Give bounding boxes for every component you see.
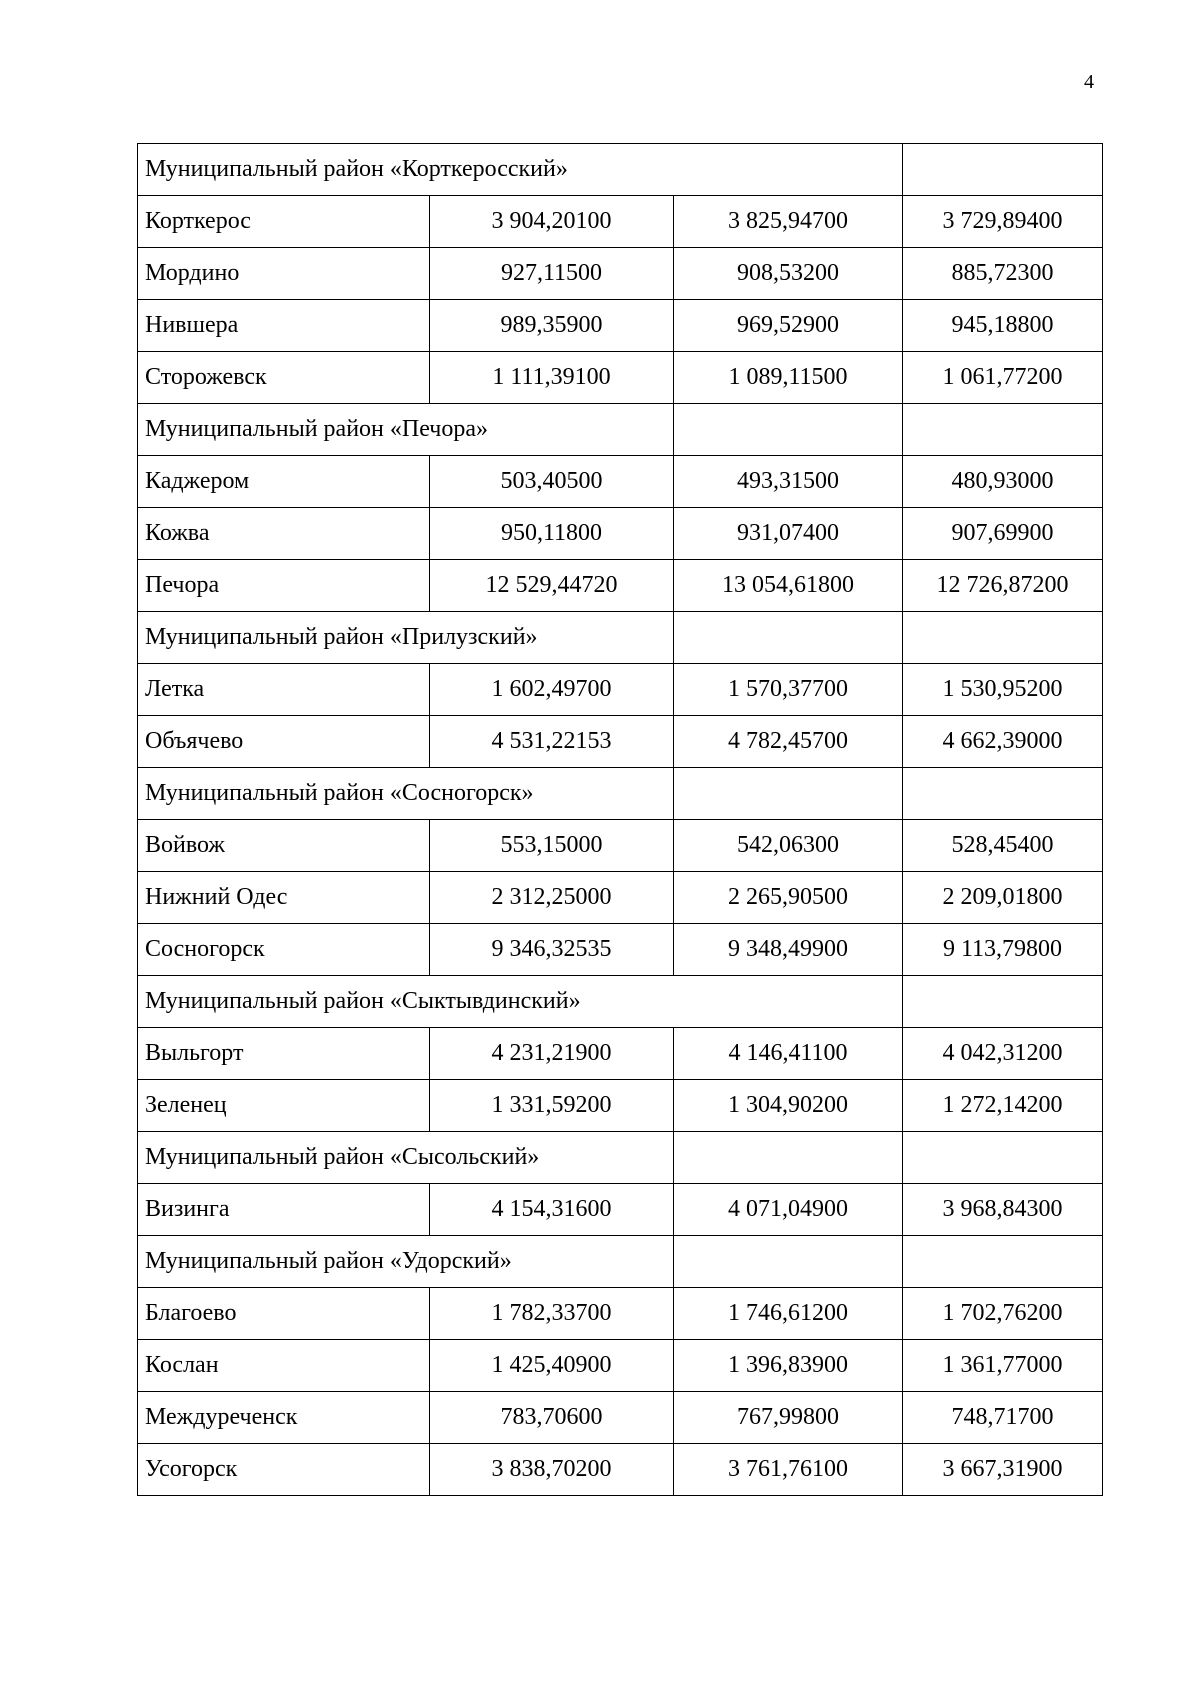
table-row [138,872,1103,924]
district-header-row [138,404,1103,456]
value-cell-1: 1 111,39100 [430,352,674,404]
table-row [138,508,1103,560]
table-row [138,1444,1103,1496]
table-row [138,1028,1103,1080]
table-row [138,248,1103,300]
table-row [138,820,1103,872]
value-cell-3: 3 968,84300 [903,1184,1103,1236]
district-header-row [138,1132,1103,1184]
value-cell-2: 908,53200 [674,248,903,300]
value-cell-1: 1 782,33700 [430,1288,674,1340]
empty-cell [903,612,1103,664]
settlement-name: Благоево [138,1288,430,1340]
value-cell-2: 1 746,61200 [674,1288,903,1340]
settlement-name: Сосногорск [138,924,430,976]
value-cell-2: 2 265,90500 [674,872,903,924]
table-row [138,300,1103,352]
value-cell-3: 1 272,14200 [903,1080,1103,1132]
value-cell-2: 9 348,49900 [674,924,903,976]
table-row [138,1340,1103,1392]
settlement-name: Нижний Одес [138,872,430,924]
value-cell-2: 4 146,41100 [674,1028,903,1080]
settlement-name: Корткерос [138,196,430,248]
settlement-name: Сторожевск [138,352,430,404]
value-cell-3: 12 726,87200 [903,560,1103,612]
settlement-name: Каджером [138,456,430,508]
value-cell-1: 1 602,49700 [430,664,674,716]
value-cell-2: 1 089,11500 [674,352,903,404]
table-row [138,924,1103,976]
empty-cell [903,144,1103,196]
settlement-name: Печора [138,560,430,612]
value-cell-1: 3 838,70200 [430,1444,674,1496]
settlement-name: Кослан [138,1340,430,1392]
empty-cell [903,1236,1103,1288]
settlement-name: Зеленец [138,1080,430,1132]
district-header-row [138,976,1103,1028]
empty-cell [903,404,1103,456]
table-row [138,1392,1103,1444]
settlement-name: Междуреченск [138,1392,430,1444]
value-cell-2: 767,99800 [674,1392,903,1444]
district-name: Муниципальный район «Печора» [138,404,674,456]
allocation-table [137,143,1103,1496]
table-row [138,196,1103,248]
value-cell-1: 553,15000 [430,820,674,872]
settlement-name: Мордино [138,248,430,300]
value-cell-2: 493,31500 [674,456,903,508]
value-cell-3: 1 530,95200 [903,664,1103,716]
table-row [138,664,1103,716]
empty-cell [674,404,903,456]
value-cell-3: 2 209,01800 [903,872,1103,924]
empty-cell [903,1132,1103,1184]
value-cell-3: 1 061,77200 [903,352,1103,404]
value-cell-1: 950,11800 [430,508,674,560]
district-name: Муниципальный район «Сыктывдинский» [138,976,903,1028]
value-cell-1: 503,40500 [430,456,674,508]
value-cell-3: 4 662,39000 [903,716,1103,768]
settlement-name: Нившера [138,300,430,352]
value-cell-3: 4 042,31200 [903,1028,1103,1080]
settlement-name: Усогорск [138,1444,430,1496]
value-cell-1: 4 231,21900 [430,1028,674,1080]
district-name: Муниципальный район «Удорский» [138,1236,674,1288]
table-body [138,144,1103,1496]
district-header-row [138,144,1103,196]
district-header-row [138,768,1103,820]
value-cell-1: 989,35900 [430,300,674,352]
value-cell-2: 1 304,90200 [674,1080,903,1132]
value-cell-3: 480,93000 [903,456,1103,508]
district-name: Муниципальный район «Корткеросский» [138,144,903,196]
value-cell-2: 1 570,37700 [674,664,903,716]
empty-cell [903,976,1103,1028]
value-cell-1: 3 904,20100 [430,196,674,248]
table-row [138,456,1103,508]
value-cell-3: 1 702,76200 [903,1288,1103,1340]
settlement-name: Визинга [138,1184,430,1236]
table-row [138,1080,1103,1132]
empty-cell [674,1236,903,1288]
value-cell-3: 528,45400 [903,820,1103,872]
district-header-row [138,612,1103,664]
value-cell-3: 3 729,89400 [903,196,1103,248]
empty-cell [674,612,903,664]
page-number: 4 [1084,71,1094,93]
empty-cell [674,768,903,820]
value-cell-2: 1 396,83900 [674,1340,903,1392]
value-cell-1: 1 331,59200 [430,1080,674,1132]
value-cell-2: 4 071,04900 [674,1184,903,1236]
value-cell-3: 1 361,77000 [903,1340,1103,1392]
value-cell-3: 3 667,31900 [903,1444,1103,1496]
value-cell-2: 3 825,94700 [674,196,903,248]
table-row [138,1184,1103,1236]
settlement-name: Объячево [138,716,430,768]
district-header-row [138,1236,1103,1288]
table-row [138,716,1103,768]
value-cell-2: 542,06300 [674,820,903,872]
value-cell-1: 783,70600 [430,1392,674,1444]
district-name: Муниципальный район «Сосногорск» [138,768,674,820]
value-cell-3: 907,69900 [903,508,1103,560]
value-cell-2: 969,52900 [674,300,903,352]
value-cell-2: 931,07400 [674,508,903,560]
table-row [138,1288,1103,1340]
settlement-name: Кожва [138,508,430,560]
value-cell-2: 13 054,61800 [674,560,903,612]
value-cell-3: 885,72300 [903,248,1103,300]
value-cell-3: 9 113,79800 [903,924,1103,976]
value-cell-1: 4 154,31600 [430,1184,674,1236]
value-cell-1: 4 531,22153 [430,716,674,768]
table-row [138,560,1103,612]
empty-cell [903,768,1103,820]
settlement-name: Летка [138,664,430,716]
value-cell-3: 945,18800 [903,300,1103,352]
value-cell-1: 2 312,25000 [430,872,674,924]
district-name: Муниципальный район «Сысольский» [138,1132,674,1184]
settlement-name: Выльгорт [138,1028,430,1080]
district-name: Муниципальный район «Прилузский» [138,612,674,664]
value-cell-3: 748,71700 [903,1392,1103,1444]
table-row [138,352,1103,404]
value-cell-1: 12 529,44720 [430,560,674,612]
value-cell-1: 927,11500 [430,248,674,300]
value-cell-1: 9 346,32535 [430,924,674,976]
empty-cell [674,1132,903,1184]
value-cell-2: 3 761,76100 [674,1444,903,1496]
settlement-name: Войвож [138,820,430,872]
value-cell-1: 1 425,40900 [430,1340,674,1392]
value-cell-2: 4 782,45700 [674,716,903,768]
